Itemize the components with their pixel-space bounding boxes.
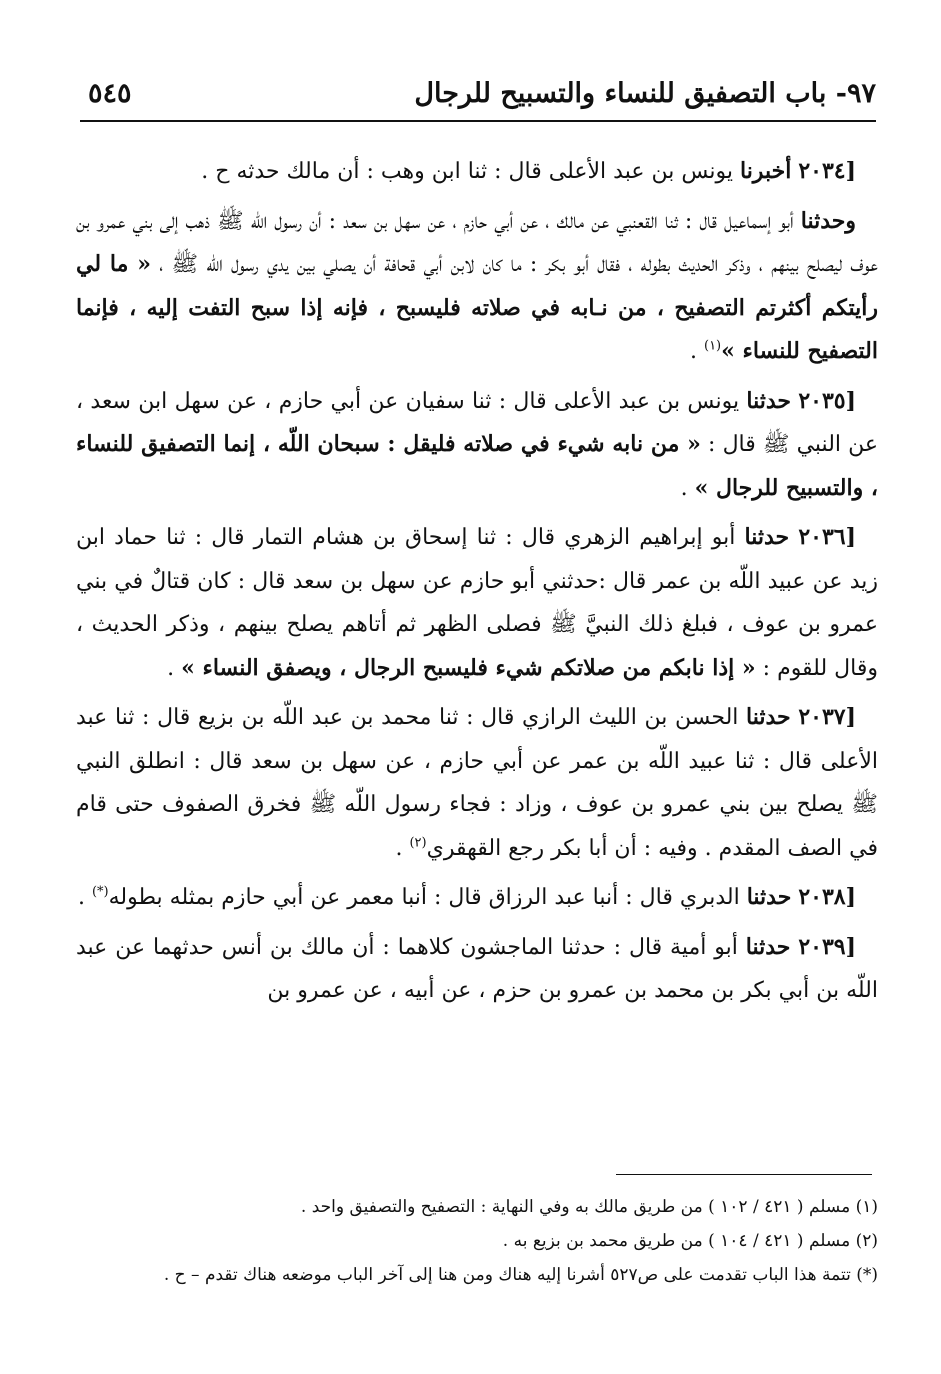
- text-run: الدبري قال : أنبا عبد الرزاق قال : أنبا معمر عن أبي حازم بمثله بطوله: [108, 885, 747, 910]
- bold-text: « ما لي رأيتكم أكثرتم التصفيح ، من نـابه في صلاته فليسبح ، فإنه إذا سبح التفت إليه ، فإنما التصفيح للنساء »: [76, 251, 878, 364]
- bold-text: حدثنا: [744, 524, 790, 550]
- hadith-number: [٢٠٣٥: [798, 387, 857, 414]
- bold-text: حدثنا: [746, 387, 792, 414]
- chapter-title: ٩٧- باب التصفيق للنساء والتسبيح للرجال: [414, 78, 876, 109]
- text-run: .: [77, 885, 92, 910]
- hadith-paragraph: [76, 150, 878, 194]
- footnote-3: (*) تتمة هذا الباب تقدمت على ص٥٢٧ أشرنا إليه هناك ومن هنا إلى آخر الباب موضعه هناك تقدم – ح .: [163, 1265, 878, 1285]
- bold-text: « إذا نابكم من صلاتكم شيء فليسبح الرجال ، ويصفق النساء »: [181, 654, 756, 681]
- footnotes: [130, 1190, 878, 1292]
- hadith-paragraph: [76, 200, 878, 374]
- bold-text: وحدثنا: [800, 207, 856, 234]
- hadith-number: [٢٠٣٤: [798, 158, 856, 184]
- hadith-paragraph: [76, 696, 878, 870]
- page-header: [80, 70, 876, 122]
- bold-text: أخبرنا: [739, 158, 792, 184]
- text-run: الحسن بن الليث الرازي قال : ثنا محمد بن عبد اللّه بن بزيع قال : ثنا عبد الأعلى قال : ثنا عبيد اللّه بن عمر عن أبي حازم ، عن سهل بن سعد قال : انطلق النبي ﷺ يصلح بين بني عمرو بن عوف ، وزاد : فجاء رسول اللّه ﷺ فخرق الصفوف حتى قام في الصف المقدم . وفيه : أن أبا بكر رجع القهقري: [76, 705, 878, 861]
- bold-text: « من نابه شيء في صلاته فليقل : سبحان اللّه ، إنما التصفيق للنساء ، والتسبيح للرجال »: [76, 431, 878, 501]
- bold-text: حدثنا: [746, 704, 791, 730]
- bold-text: حدثنا: [746, 884, 792, 910]
- hadith-paragraph: [76, 516, 878, 690]
- text-run: يونس بن عبد الأعلى قال : ثنا ابن وهب : أن مالك حدثه ح .: [201, 159, 740, 184]
- bold-text: حدثنا: [745, 933, 791, 960]
- text-run: .: [395, 835, 410, 861]
- footnote-ref: (٢): [409, 835, 427, 851]
- text-run: أبو إسماعيل قال : ثنا القعنبي عن مالك ، عن أبي حازم ، عن سهل بن سعد : أن رسول اللّه ﷺ ذهب إلى بني عمرو بن عوف ليصلح بينهم ، وذكر الحديث بطوله ، فقال أبو بكر : ما كان لابن أبي قحافة أن يصلي بين يدي رسول اللّه ﷺ ،: [76, 208, 878, 277]
- hadith-paragraph: [76, 380, 878, 511]
- footnote-1: (١) مسلم ( ٤٢١ / ١٠٢ ) من طريق مالك به وفي النهاية : التصفيح والتصفيق واحد .: [300, 1197, 878, 1217]
- text-run: .: [689, 339, 704, 364]
- text-run: أبو إبراهيم الزهري قال : ثنا إسحاق بن هشام التمار قال : ثنا حماد ابن زيد عن عبيد اللّه بن عمر قال :حدثني أبو حازم عن سهل بن سعد قال : كان قتالٌ في بني عمرو بن عوف ، فبلغ ذلك النبيَّ ﷺ فصلى الظهر ثم أتاهم يصلح بينهم ، وذكر الحديث ، وقال للقوم :: [76, 525, 878, 681]
- text-run: .: [167, 655, 182, 681]
- footnote-separator: [616, 1174, 872, 1175]
- footnote-2: (٢) مسلم ( ٤٢١ / ١٠٤ ) من طريق محمد بن بزيع به .: [502, 1231, 878, 1251]
- hadith-body: [76, 150, 878, 1019]
- text-run: أبو أمية قال : حدثنا الماجشون كلاهما : أن مالك بن أنس حدثهما عن عبد اللّه بن أبي بكر بن محمد بن عمرو بن حزم ، عن أبيه ، عن عمرو بن: [76, 934, 878, 1003]
- hadith-number: [٢٠٣٦: [798, 524, 856, 550]
- footnote-ref: (١): [703, 338, 722, 354]
- text-run: يونس بن عبد الأعلى قال : ثنا سفيان عن أبي حازم ، عن سهل ابن سعد ، عن النبي ﷺ قال :: [76, 388, 878, 457]
- hadith-number: [٢٠٣٩: [798, 933, 856, 960]
- hadith-number: [٢٠٣٨: [798, 884, 856, 910]
- hadith-number: [٢٠٣٧: [798, 704, 856, 730]
- hadith-paragraph: [76, 876, 878, 920]
- page-number: ٥٤٥: [88, 78, 132, 109]
- text-run: .: [680, 475, 695, 501]
- footnote-ref: (*): [91, 884, 109, 900]
- hadith-paragraph: [76, 926, 878, 1013]
